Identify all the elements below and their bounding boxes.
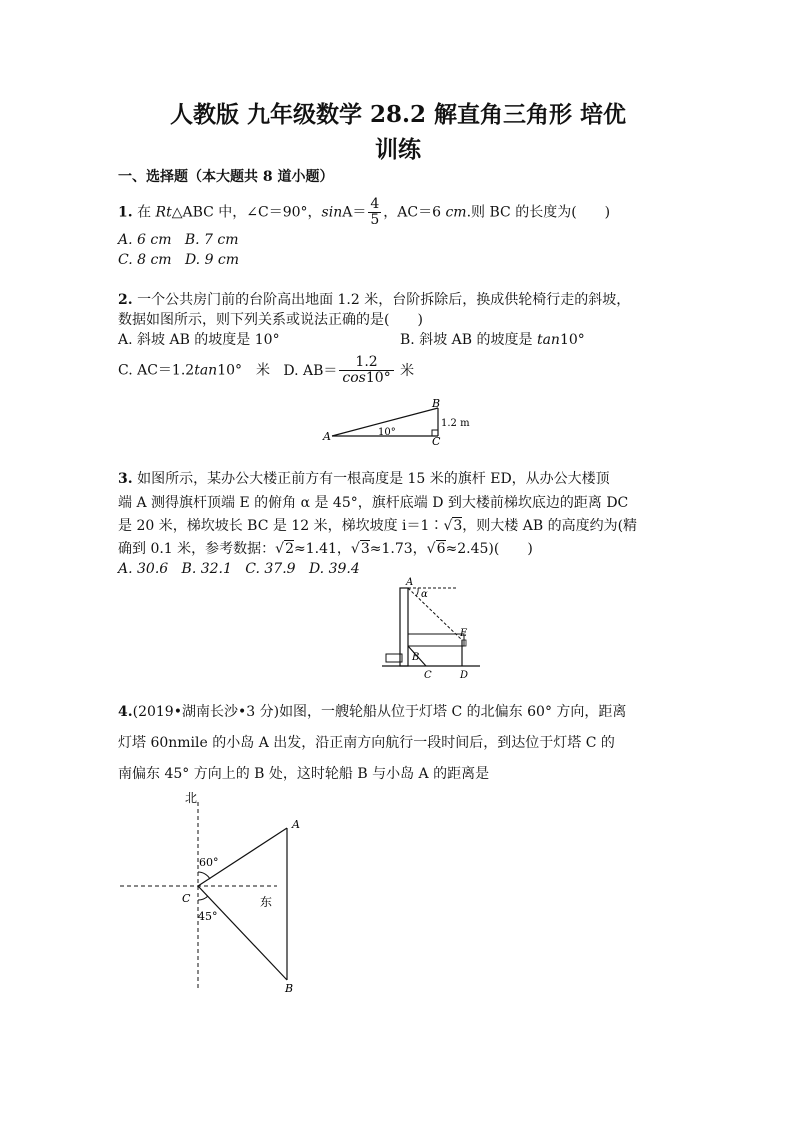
q4-stem-line-3: 南偏东 45° 方向上的 B 处，这时轮船 B 与小岛 A 的距离是: [118, 766, 490, 782]
angle-45-label: 45°: [198, 910, 218, 923]
q2-option-d: D. AB＝ $\frac{1.2}{\cos 10^\circ}$ 米: [283, 354, 415, 386]
angle-label: 10°: [378, 427, 396, 438]
q1-options-row-1: [118, 231, 239, 249]
label-b: B: [285, 982, 294, 995]
north-label: 北: [185, 791, 198, 805]
label-a: A: [292, 818, 300, 831]
q4-number: 4.: [118, 704, 133, 720]
q2-slope-figure: [320, 396, 480, 446]
q3-option-c: C. 37.9: [245, 561, 296, 577]
q2-stem-line-1: 2. 一个公共房门前的台阶高出地面 1.2 米，台阶拆除后，换成供轮椅行走的斜坡，: [118, 292, 631, 308]
label-a: A: [406, 577, 414, 588]
label-b: B: [412, 652, 420, 663]
label-b: B: [432, 397, 441, 410]
q3-stem-line-1: 3. 如图所示，某办公大楼正前方有一根高度是 15 米的旗杆 ED，从办公大楼顶: [118, 471, 610, 487]
title-line-1: 人教版 九年级数学 28.2 解直角三角形 培优: [169, 101, 627, 128]
q2-stem-line-2: 数据如图所示，则下列关系或说法正确的是( ): [118, 312, 423, 328]
angle-60-arc: [198, 872, 210, 879]
q2-option-c: C. AC＝1.2tan10° 米: [118, 362, 271, 379]
segment-cb: [198, 886, 287, 980]
q4-compass-figure: [115, 788, 315, 998]
q4-source: (2019•湖南长沙•3 分): [132, 704, 280, 720]
east-label: 东: [260, 895, 273, 909]
q4-stem-line-1: 4.(2019•湖南长沙•3 分)如图，一艘轮船从位于灯塔 C 的北偏东 60° 方向，距离: [118, 704, 627, 720]
q1-option-a: A. 6 cm: [118, 232, 172, 248]
q2-options-row-2: [118, 355, 414, 386]
angle-60-label: 60°: [199, 856, 219, 869]
q1-option-b: B. 7 cm: [184, 232, 239, 248]
angle-45-arc: [198, 896, 208, 900]
q1-fraction: $\frac{4}{5}$: [370, 196, 380, 228]
label-c: C: [432, 435, 441, 446]
label-a: A: [323, 430, 331, 443]
q3-stem-line-2: 端 A 测得旗杆顶端 E 的俯角 α 是 45°，旗杆底端 D 到大楼前梯坎底边的距离 DC: [118, 495, 629, 511]
q1-stem: 1. 在 Rt△ABC 中，∠C＝90°，sinA＝ $\frac{4}{5}$ ，AC＝6 cm.则 BC 的长度为( ): [118, 196, 611, 228]
title-line-2: 训练: [375, 136, 421, 163]
q2-options-row-1: [118, 331, 585, 349]
label-d: D: [460, 670, 469, 681]
q2-option-a: A. 斜坡 AB 的坡度是 10°: [118, 332, 280, 348]
q3-option-b: B. 32.1: [181, 561, 232, 577]
q3-stem-line-4: 确到 0.1 米，参考数据：√2≈1.41，√3≈1.73，√6≈2.45)( ): [118, 541, 533, 557]
q1-option-c: C. 8 cm: [118, 252, 172, 268]
q1-options-row-2: [118, 251, 239, 269]
label-c: C: [424, 670, 432, 681]
q3-options: [118, 560, 360, 578]
q4-stem-line-2: 灯塔 60nmile 的小岛 A 出发，沿正南方向航行一段时间后，到达位于灯塔 C 的: [118, 735, 615, 751]
q2-number: 2.: [118, 292, 133, 308]
alpha-arc: [416, 588, 418, 596]
label-c: C: [182, 892, 191, 905]
q1-number: 1.: [118, 204, 133, 221]
label-alpha: α: [421, 589, 428, 600]
height-label: 1.2 m: [441, 418, 470, 429]
section-heading: 一、选择题（本大题共 8 道小题）: [118, 169, 334, 185]
q3-number: 3.: [118, 471, 133, 487]
q3-option-a: A. 30.6: [118, 561, 169, 577]
q3-building-figure: [380, 574, 490, 684]
platform-box: [408, 634, 464, 646]
q2-option-b: B. 斜坡 AB 的坡度是 tan10°: [400, 332, 585, 348]
document-title: [118, 97, 678, 167]
label-e: E: [460, 628, 468, 639]
q3-stem-line-3: 是 20 米，梯坎坡长 BC 是 12 米，梯坎坡度 i＝1∶√3，则大楼 AB 的高度约为(精: [118, 518, 638, 534]
q1-option-d: D. 9 cm: [184, 252, 240, 268]
q3-option-d: D. 39.4: [308, 561, 360, 577]
